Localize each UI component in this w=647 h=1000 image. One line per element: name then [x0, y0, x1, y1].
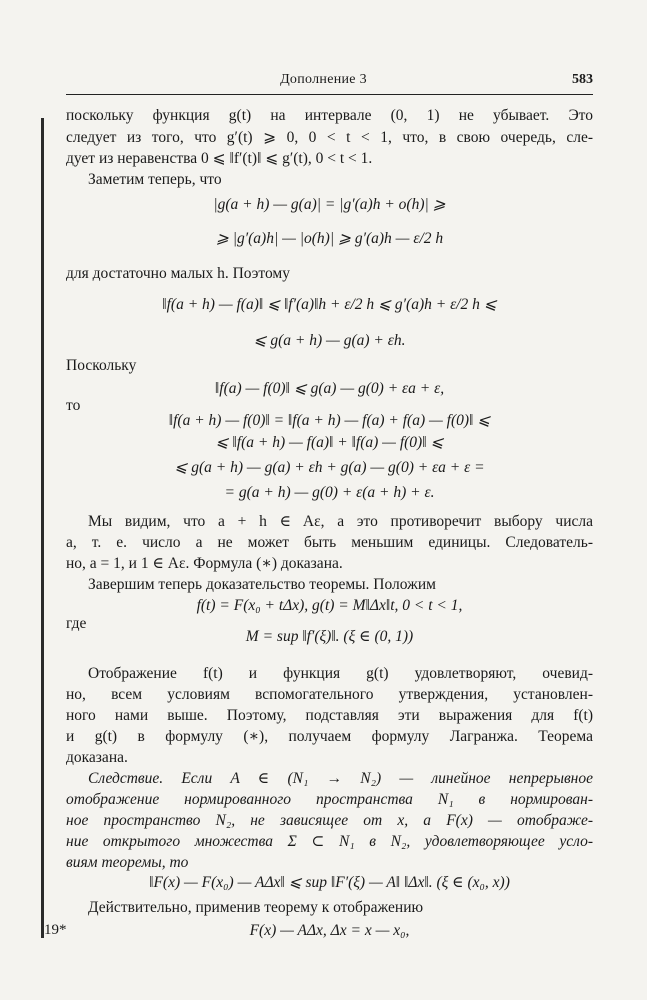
text-line: Отображение f(t) и функция g(t) удовлетворяют, очевид- — [88, 665, 593, 682]
formula: ⩽ g(a + h) — g(a) + εh. — [253, 332, 406, 349]
corollary-line: виям теоремы, то — [66, 854, 189, 871]
running-header-title: Дополнение 3 — [280, 72, 367, 87]
formula: ⩾ |g′(a)h| — |o(h)| ⩾ g′(a)h — ε/2 h — [215, 230, 444, 247]
corollary-line: Следствие. Если A ∈ (N₁ → N₂) — линейное непрерывное — [88, 770, 593, 787]
formula: ‖F(x) — F(x₀) — AΔx‖ ⩽ sup ‖F′(ξ) — A‖ ‖Δx‖. (ξ ∈ (x₀, x)) — [149, 874, 510, 891]
text-line: доказана. — [66, 749, 128, 766]
signature-mark: 19* — [44, 922, 67, 938]
text-line: a, т. е. число a не может быть меньшим единицы. Следователь- — [66, 534, 593, 551]
formula: ⩽ ‖f(a + h) — f(a)‖ + ‖f(a) — f(0)‖ ⩽ — [215, 434, 444, 451]
text-line: где — [66, 615, 87, 632]
formula: |g(a + h) — g(a)| = |g′(a)h + o(h)| ⩾ — [213, 196, 446, 213]
text-line: ного нами выше. Поэтому, подставляя эти выражения для f(t) — [66, 707, 593, 724]
margin-bar — [41, 118, 44, 938]
text-line: дует из неравенства 0 ⩽ ‖f′(t)‖ ⩽ g′(t), 0 < t < 1. — [66, 150, 373, 167]
formula: f(t) = F(x₀ + tΔx), g(t) = M‖Δx‖t, 0 < t < 1, — [196, 597, 463, 614]
formula: = g(a + h) — g(0) + ε(a + h) + ε. — [224, 484, 435, 501]
text-line: Заметим теперь, что — [88, 171, 222, 188]
corollary-line: ное пространство N₂, не зависящее от x, а F(x) — отображе- — [66, 812, 593, 829]
text-line: то — [66, 397, 81, 414]
corollary-line: отображение нормированного пространства N₁ в нормирован- — [66, 791, 593, 808]
formula: F(x) — AΔx, Δx = x — x₀, — [249, 922, 410, 939]
text-line: Завершим теперь доказательство теоремы. Положим — [88, 576, 436, 593]
text-line: и g(t) в формулу (∗), получаем формулу Лагранжа. Теорема — [66, 728, 593, 745]
formula: ‖f(a) — f(0)‖ ⩽ g(a) — g(0) + εa + ε, — [214, 380, 445, 397]
text-line: Поскольку — [66, 357, 137, 374]
page-number: 583 — [572, 72, 593, 87]
header-rule — [66, 94, 593, 95]
formula: ‖f(a + h) — f(a)‖ ⩽ ‖f′(a)‖h + ε/2 h ⩽ g′(a)h + ε/2 h ⩽ — [162, 296, 497, 313]
formula: M = sup ‖f′(ξ)‖. (ξ ∈ (0, 1)) — [245, 628, 414, 645]
text-line: Действительно, применив теорему к отображению — [88, 899, 424, 916]
text-line: следует из того, что g′(t) ⩾ 0, 0 < t < 1, что, в свою очередь, сле- — [66, 129, 593, 146]
corollary-line: ние открытого множества Σ ⊂ N₁ в N₂, удовлетворяющее усло- — [66, 833, 593, 850]
text-line: но, всем условиям вспомогательного утверждения, установлен- — [66, 686, 593, 703]
formula: ‖f(a + h) — f(0)‖ = ‖f(a + h) — f(a) + f(a) — f(0)‖ ⩽ — [168, 412, 491, 429]
text-line: Мы видим, что a + h ∈ Aε, а это противоречит выбору числа — [88, 513, 593, 530]
text-line: поскольку функция g(t) на интервале (0, 1) не убывает. Это — [66, 107, 593, 124]
text-line: но, a = 1, и 1 ∈ Aε. Формула (∗) доказана. — [66, 555, 343, 572]
text-line: для достаточно малых h. Поэтому — [66, 265, 290, 282]
formula: ⩽ g(a + h) — g(a) + εh + g(a) — g(0) + εa + ε = — [174, 459, 485, 476]
